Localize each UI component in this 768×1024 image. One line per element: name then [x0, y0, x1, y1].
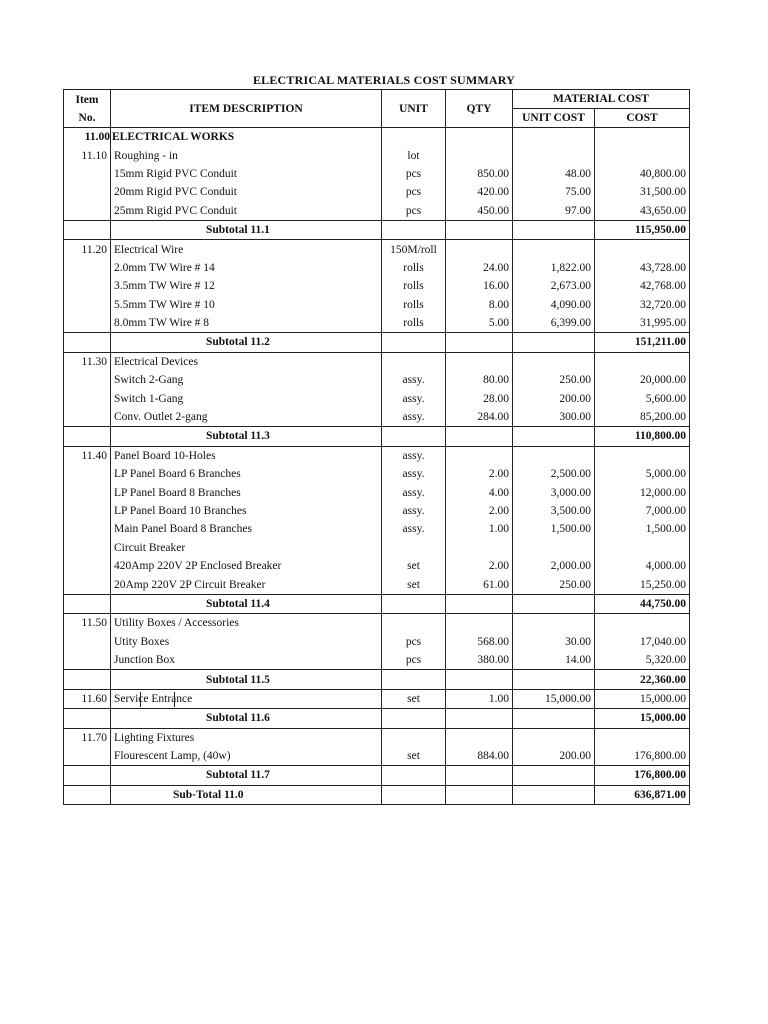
item-description: Utity Boxes [111, 633, 382, 651]
group-row [64, 352, 690, 371]
item-description: Switch 2-Gang [111, 371, 382, 389]
item-qty: 24.00 [446, 259, 513, 277]
item-cost: 20,000.00 [595, 371, 690, 389]
empty-cell [595, 539, 690, 557]
item-unit: rolls [382, 259, 446, 277]
empty-cell [513, 766, 595, 785]
item-cost: 15,250.00 [595, 575, 690, 594]
group-label [111, 240, 382, 259]
item-unit: pcs [382, 183, 446, 201]
empty-cell [446, 594, 513, 613]
group-code: 11.10 [64, 146, 111, 164]
item-cost: 5,600.00 [595, 389, 690, 407]
item-cost: 40,800.00 [595, 165, 690, 183]
item-qty: 450.00 [446, 202, 513, 221]
empty-cell [64, 502, 111, 520]
group-row [64, 728, 690, 747]
empty-cell [64, 670, 111, 689]
subtotal-value: 110,800.00 [595, 427, 690, 446]
total-label: Sub-Total 11.0 [111, 785, 382, 804]
item-unit: pcs [382, 651, 446, 670]
empty-cell [513, 594, 595, 613]
group-cost [595, 146, 690, 164]
line-item-row [64, 408, 690, 427]
group-unit [382, 614, 446, 633]
item-unit: assy. [382, 483, 446, 501]
item-description: 3.5mm TW Wire # 12 [111, 277, 382, 295]
empty-cell [64, 766, 111, 785]
group-cost [595, 728, 690, 747]
empty-cell [64, 314, 111, 333]
cell-marker [174, 692, 175, 707]
group-cost [595, 352, 690, 371]
item-cost: 85,200.00 [595, 408, 690, 427]
total-value: 636,871.00 [595, 785, 690, 804]
item-unit-cost: 48.00 [513, 165, 595, 183]
line-item-row [64, 389, 690, 407]
item-qty: 80.00 [446, 371, 513, 389]
item-cost: 12,000.00 [595, 483, 690, 501]
line-item-row [64, 520, 690, 538]
section-label: ELECTRICAL WORKS [111, 128, 382, 147]
item-qty: 28.00 [446, 389, 513, 407]
item-unit: pcs [382, 165, 446, 183]
line-item-row [64, 651, 690, 670]
subtotal-label: Subtotal 11.1 [111, 220, 382, 239]
empty-cell [513, 539, 595, 557]
item-cost: 31,995.00 [595, 314, 690, 333]
empty-cell [446, 539, 513, 557]
item-cost: 4,000.00 [595, 557, 690, 575]
subtotal-value: 151,211.00 [595, 333, 690, 352]
group-qty [446, 146, 513, 164]
empty-cell [64, 333, 111, 352]
group-cost: 15,000.00 [595, 689, 690, 708]
empty-cell [64, 427, 111, 446]
line-item-row [64, 183, 690, 201]
empty-cell [513, 709, 595, 728]
line-item-row [64, 483, 690, 501]
item-qty: 380.00 [446, 651, 513, 670]
item-description: Switch 1-Gang [111, 389, 382, 407]
empty-cell [382, 594, 446, 613]
empty-cell [446, 709, 513, 728]
item-cost: 43,650.00 [595, 202, 690, 221]
line-item-row [64, 465, 690, 483]
subtotal-value: 15,000.00 [595, 709, 690, 728]
empty-cell [64, 539, 111, 557]
group-unit-cost [513, 352, 595, 371]
item-unit: assy. [382, 502, 446, 520]
empty-cell [64, 483, 111, 501]
item-qty: 8.00 [446, 296, 513, 314]
line-item-row [64, 557, 690, 575]
empty-cell [382, 427, 446, 446]
unit-header: UNIT [382, 90, 446, 128]
item-unit: assy. [382, 520, 446, 538]
item-unit-cost: 75.00 [513, 183, 595, 201]
group-label-text: Utility Boxes / Accessories [114, 617, 239, 630]
group-qty: 1.00 [446, 689, 513, 708]
empty-cell [64, 651, 111, 670]
subtotal-value: 22,360.00 [595, 670, 690, 689]
item-qty: 568.00 [446, 633, 513, 651]
group-label [111, 352, 382, 371]
group-unit-cost [513, 146, 595, 164]
item-description: 5.5mm TW Wire # 10 [111, 296, 382, 314]
item-qty: 884.00 [446, 747, 513, 766]
subgroup-row [64, 539, 690, 557]
empty-cell [513, 670, 595, 689]
subtotal-row [64, 594, 690, 613]
item-cost: 1,500.00 [595, 520, 690, 538]
item-unit-cost: 300.00 [513, 408, 595, 427]
qty-header: QTY [446, 90, 513, 128]
item-cost: 32,720.00 [595, 296, 690, 314]
item-qty: 420.00 [446, 183, 513, 201]
description-header: ITEM DESCRIPTION [111, 90, 382, 128]
empty-cell [513, 785, 595, 804]
line-item-row [64, 259, 690, 277]
item-unit: set [382, 575, 446, 594]
empty-cell [513, 427, 595, 446]
item-unit-cost: 3,500.00 [513, 502, 595, 520]
empty-cell [382, 220, 446, 239]
subtotal-row [64, 333, 690, 352]
header-row [64, 90, 690, 109]
item-unit-cost: 3,000.00 [513, 483, 595, 501]
group-row [64, 689, 690, 708]
subtotal-row [64, 766, 690, 785]
cell-marker [140, 692, 141, 707]
item-description: Flourescent Lamp, (40w) [111, 747, 382, 766]
empty-cell [64, 202, 111, 221]
subtotal-label: Subtotal 11.3 [111, 427, 382, 446]
item-cost: 42,768.00 [595, 277, 690, 295]
group-qty [446, 728, 513, 747]
item-cost: 17,040.00 [595, 633, 690, 651]
item-unit-cost: 2,673.00 [513, 277, 595, 295]
line-item-row [64, 371, 690, 389]
subtotal-row [64, 709, 690, 728]
empty-cell [64, 557, 111, 575]
document-title: ELECTRICAL MATERIALS COST SUMMARY [252, 73, 516, 87]
empty-cell [382, 128, 446, 147]
total-row [64, 785, 690, 804]
table-body [64, 128, 690, 805]
empty-cell [382, 709, 446, 728]
line-item-row [64, 747, 690, 766]
group-code: 11.60 [64, 689, 111, 708]
item-unit-cost: 250.00 [513, 575, 595, 594]
material-cost-header: MATERIAL COST [513, 90, 690, 109]
empty-cell [446, 427, 513, 446]
cost-summary-table [63, 89, 690, 805]
item-description: Main Panel Board 8 Branches [111, 520, 382, 538]
empty-cell [513, 333, 595, 352]
item-qty: 2.00 [446, 465, 513, 483]
line-item-row [64, 277, 690, 295]
item-qty: 2.00 [446, 557, 513, 575]
empty-cell [382, 539, 446, 557]
item-qty: 2.00 [446, 502, 513, 520]
item-description: LP Panel Board 6 Branches [111, 465, 382, 483]
item-description: 2.0mm TW Wire # 14 [111, 259, 382, 277]
section-row [64, 128, 690, 147]
empty-cell [64, 594, 111, 613]
group-label [111, 614, 382, 633]
group-label-text: Roughing - in [114, 149, 178, 162]
item-unit-cost: 14.00 [513, 651, 595, 670]
group-code: 11.70 [64, 728, 111, 747]
empty-cell [64, 183, 111, 201]
item-unit-cost: 2,500.00 [513, 465, 595, 483]
item-cost: 31,500.00 [595, 183, 690, 201]
item-unit: assy. [382, 408, 446, 427]
empty-cell [64, 747, 111, 766]
group-unit: 150M/roll [382, 240, 446, 259]
empty-cell [64, 633, 111, 651]
group-unit-cost [513, 728, 595, 747]
empty-cell [64, 520, 111, 538]
item-description: LP Panel Board 8 Branches [111, 483, 382, 501]
group-label [111, 689, 382, 708]
group-label-text: Lighting Fixtures [114, 731, 195, 744]
subtotal-row [64, 670, 690, 689]
subtotal-label: Subtotal 11.5 [111, 670, 382, 689]
item-unit-cost: 4,090.00 [513, 296, 595, 314]
subtotal-value: 115,950.00 [595, 220, 690, 239]
group-label [111, 728, 382, 747]
empty-cell [595, 128, 690, 147]
empty-cell [513, 220, 595, 239]
line-item-row [64, 296, 690, 314]
item-description: Junction Box [111, 651, 382, 670]
group-qty [446, 352, 513, 371]
item-description: 420Amp 220V 2P Enclosed Breaker [111, 557, 382, 575]
line-item-row [64, 633, 690, 651]
empty-cell [446, 670, 513, 689]
item-qty: 4.00 [446, 483, 513, 501]
empty-cell [64, 296, 111, 314]
empty-cell [64, 259, 111, 277]
subtotal-value: 44,750.00 [595, 594, 690, 613]
item-unit: pcs [382, 202, 446, 221]
empty-cell [446, 128, 513, 147]
subtotal-value: 176,800.00 [595, 766, 690, 785]
item-unit-cost: 200.00 [513, 389, 595, 407]
item-unit: pcs [382, 633, 446, 651]
empty-cell [64, 465, 111, 483]
item-cost: 7,000.00 [595, 502, 690, 520]
item-unit-cost: 200.00 [513, 747, 595, 766]
item-description: 15mm Rigid PVC Conduit [111, 165, 382, 183]
item-qty: 61.00 [446, 575, 513, 594]
item-unit: set [382, 747, 446, 766]
group-code: 11.20 [64, 240, 111, 259]
group-unit-cost: 15,000.00 [513, 689, 595, 708]
item-description: 8.0mm TW Wire # 8 [111, 314, 382, 333]
item-unit: assy. [382, 371, 446, 389]
group-unit: assy. [382, 446, 446, 465]
group-row [64, 446, 690, 465]
empty-cell [382, 785, 446, 804]
group-cost [595, 614, 690, 633]
group-unit: set [382, 689, 446, 708]
empty-cell [382, 766, 446, 785]
item-qty: 1.00 [446, 520, 513, 538]
group-unit [382, 728, 446, 747]
group-row [64, 240, 690, 259]
item-unit: assy. [382, 389, 446, 407]
group-qty [446, 446, 513, 465]
group-label-text: Electrical Devices [114, 355, 198, 368]
empty-cell [64, 389, 111, 407]
empty-cell [446, 333, 513, 352]
group-cost [595, 446, 690, 465]
subtotal-label: Subtotal 11.6 [111, 709, 382, 728]
group-label [111, 146, 382, 164]
cost-header: COST [595, 109, 690, 128]
item-unit-cost: 30.00 [513, 633, 595, 651]
group-label [111, 446, 382, 465]
group-code: 11.50 [64, 614, 111, 633]
group-unit-cost [513, 614, 595, 633]
group-unit-cost [513, 240, 595, 259]
empty-cell [64, 220, 111, 239]
unit-cost-header: UNIT COST [513, 109, 595, 128]
empty-cell [64, 371, 111, 389]
item-description: 20mm Rigid PVC Conduit [111, 183, 382, 201]
empty-cell [64, 785, 111, 804]
empty-cell [446, 785, 513, 804]
subtotal-row [64, 220, 690, 239]
item-unit-cost: 2,000.00 [513, 557, 595, 575]
subtotal-label: Subtotal 11.4 [111, 594, 382, 613]
empty-cell [64, 709, 111, 728]
line-item-row [64, 502, 690, 520]
item-cost: 43,728.00 [595, 259, 690, 277]
item-description: 25mm Rigid PVC Conduit [111, 202, 382, 221]
subgroup-label: Circuit Breaker [111, 539, 382, 557]
group-unit-cost [513, 446, 595, 465]
item-cost: 5,320.00 [595, 651, 690, 670]
item-unit: rolls [382, 314, 446, 333]
item-description: 20Amp 220V 2P Circuit Breaker [111, 575, 382, 594]
empty-cell [446, 766, 513, 785]
item-cost: 176,800.00 [595, 747, 690, 766]
item-unit-cost: 97.00 [513, 202, 595, 221]
line-item-row [64, 165, 690, 183]
item-unit: rolls [382, 296, 446, 314]
line-item-row [64, 314, 690, 333]
group-unit [382, 352, 446, 371]
item-no-header: Item No. [64, 90, 111, 128]
item-description: Conv. Outlet 2-gang [111, 408, 382, 427]
item-unit: rolls [382, 277, 446, 295]
item-unit-cost: 6,399.00 [513, 314, 595, 333]
section-code: 11.00 [64, 128, 111, 147]
empty-cell [64, 277, 111, 295]
item-qty: 850.00 [446, 165, 513, 183]
line-item-row [64, 202, 690, 221]
group-unit: lot [382, 146, 446, 164]
group-row [64, 614, 690, 633]
item-description: LP Panel Board 10 Branches [111, 502, 382, 520]
empty-cell [64, 408, 111, 427]
group-label-text: Service Entrance [114, 692, 193, 705]
item-unit-cost: 1,500.00 [513, 520, 595, 538]
line-item-row [64, 575, 690, 594]
empty-cell [382, 670, 446, 689]
group-code: 11.30 [64, 352, 111, 371]
item-qty: 5.00 [446, 314, 513, 333]
item-unit-cost: 250.00 [513, 371, 595, 389]
group-qty [446, 240, 513, 259]
group-qty [446, 614, 513, 633]
empty-cell [64, 165, 111, 183]
group-cost [595, 240, 690, 259]
item-unit: set [382, 557, 446, 575]
subtotal-row [64, 427, 690, 446]
item-unit: assy. [382, 465, 446, 483]
group-label-text: Panel Board 10-Holes [114, 449, 216, 462]
subtotal-label: Subtotal 11.7 [111, 766, 382, 785]
group-label-text: Electrical Wire [114, 243, 184, 256]
group-row [64, 146, 690, 164]
empty-cell [446, 220, 513, 239]
subtotal-label: Subtotal 11.2 [111, 333, 382, 352]
empty-cell [64, 575, 111, 594]
item-unit-cost: 1,822.00 [513, 259, 595, 277]
empty-cell [513, 128, 595, 147]
group-code: 11.40 [64, 446, 111, 465]
item-cost: 5,000.00 [595, 465, 690, 483]
empty-cell [382, 333, 446, 352]
item-qty: 284.00 [446, 408, 513, 427]
item-qty: 16.00 [446, 277, 513, 295]
